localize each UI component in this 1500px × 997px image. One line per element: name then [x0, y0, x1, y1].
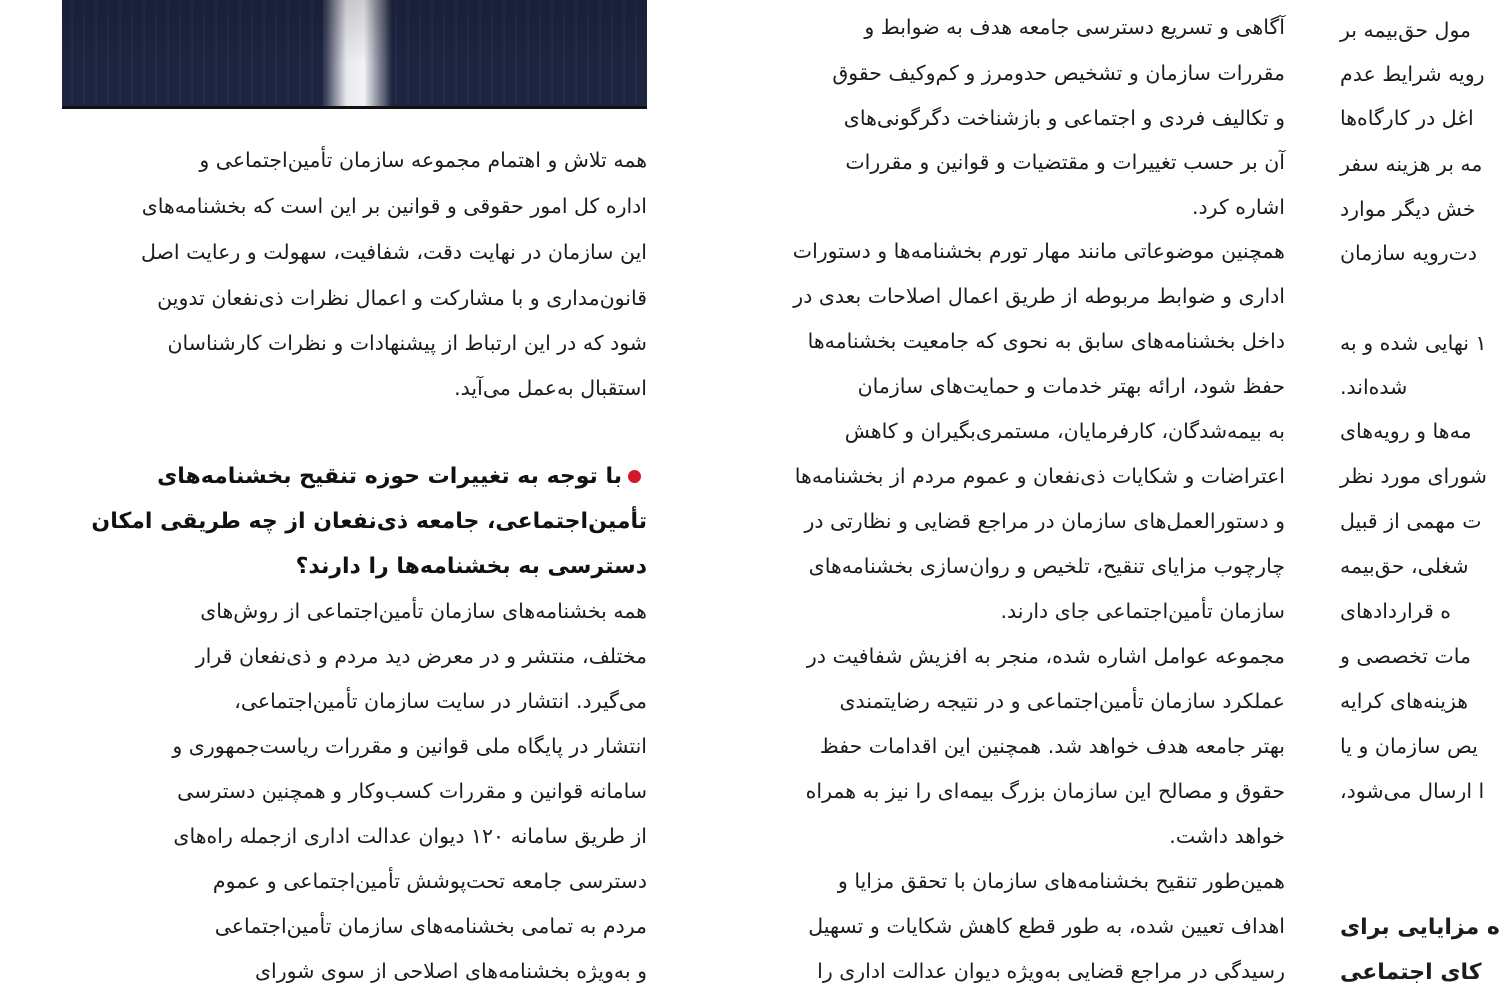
- text-line: همه بخشنامه‌های سازمان تأمین‌اجتماعی از روش‌های: [200, 599, 647, 623]
- text-line: و تکالیف فردی و اجتماعی و بازشناخت دگرگونی‌های: [843, 106, 1285, 130]
- text-line: رویه شرایط عدم: [1340, 62, 1485, 86]
- text-line: دت‌رویه سازمان: [1340, 241, 1478, 265]
- text-line: شده‌اند.: [1340, 375, 1408, 399]
- text-line: اغل در کارگاه‌ها: [1340, 106, 1474, 130]
- text-line: ۱ نهایی شده و به: [1340, 331, 1487, 355]
- text-line: حفظ شود، ارائه بهتر خدمات و حمایت‌های سازمان: [857, 374, 1285, 398]
- text-line: اداره کل امور حقوقی و قوانین بر این است که بخشنامه‌های: [141, 194, 647, 218]
- text-line: ت مهمی از قبیل: [1340, 509, 1482, 533]
- interview-question: تأمین‌اجتماعی، جامعه ذی‌نفعان از چه طریقی امکان: [91, 509, 647, 534]
- section-heading: کای اجتماعی: [1340, 960, 1482, 985]
- text-line: سازمان تأمین‌اجتماعی جای دارند.: [1000, 599, 1285, 623]
- text-line: مجموعه عوامل اشاره شده، منجر به افزیش شفافیت در: [806, 644, 1285, 668]
- text-line: مختلف، منتشر و در معرض دید مردم و ذی‌نفعان قرار: [195, 644, 647, 668]
- interview-question: دسترسی به بخشنامه‌ها را دارند؟: [295, 554, 647, 579]
- text-line: اشاره کرد.: [1192, 195, 1285, 219]
- interview-question: با توجه به تغییرات حوزه تنقیح بخشنامه‌های: [157, 464, 622, 489]
- text-line: رسیدگی در مراجع قضایی به‌ویژه دیوان عدالت اداری را: [817, 959, 1285, 983]
- text-line: ا ارسال می‌شود،: [1340, 779, 1485, 803]
- text-line: قانون‌مداری و با مشارکت و اعمال نظرات ذی‌نفعان تدوین: [157, 286, 647, 310]
- text-line: از طریق سامانه ۱۲۰ دیوان عدالت اداری از‌جمله راه‌های: [173, 824, 647, 848]
- section-heading: ه مزایایی برای: [1340, 915, 1500, 940]
- text-line: خواهد داشت.: [1169, 824, 1285, 848]
- text-line: حقوق و مصالح این سازمان بزرگ بیمه‌ای را نیز به همراه: [805, 779, 1285, 803]
- text-line: و دستورالعمل‌های سازمان در مراجع قضایی و نظارتی در: [804, 509, 1285, 533]
- text-line: و به‌ویژه بخشنامه‌های اصلاحی از سوی شورای: [255, 959, 647, 983]
- text-line: همچنین موضوعاتی مانند مهار تورم بخشنامه‌ها و دستورات: [792, 239, 1285, 263]
- text-line: همه تلاش و اهتمام مجموعه سازمان تأمین‌اجتماعی و: [199, 148, 647, 172]
- text-line: شود که در این ارتباط از پیشنهادات و نظرات کارشناسان: [167, 331, 647, 355]
- text-line: اهداف تعیین شده، به طور قطع کاهش شکایات و تسهیل: [808, 914, 1285, 938]
- text-line: چارچوب مزایای تنقیح، تلخیص و روان‌سازی بخشنامه‌های: [808, 554, 1285, 578]
- text-line: آن بر حسب تغییرات و مقتضیات و قوانین و مقررات: [845, 150, 1285, 174]
- text-line: شورای مورد نظر: [1340, 464, 1487, 488]
- portrait-photo: [62, 0, 647, 109]
- text-line: عملکرد سازمان تأمین‌اجتماعی و در نتیجه رضایتمندی: [839, 689, 1285, 713]
- text-line: همین‌طور تنقیح بخشنامه‌های سازمان با تحقق مزایا و: [837, 869, 1285, 893]
- text-line: آگاهی و تسریع دسترسی جامعه هدف به ضوابط و: [864, 15, 1285, 39]
- text-line: مقررات سازمان و تشخیص حدومرز و کم‌وکیف حقوق: [832, 61, 1285, 85]
- text-line: به بیمه‌شدگان، کارفرمایان، مستمری‌بگیران و کاهش: [844, 419, 1285, 443]
- text-line: داخل بخشنامه‌های سابق به نحوی که جامعیت بخشنامه‌ها: [807, 329, 1285, 353]
- text-line: هزینه‌های کرایه: [1340, 689, 1469, 713]
- text-line: این سازمان در نهایت دقت، شفافیت، سهولت و رعایت اصل: [140, 240, 647, 264]
- red-bullet-icon: [628, 470, 641, 483]
- text-line: ه قراردادهای: [1340, 599, 1452, 623]
- text-line: اداری و ضوابط مربوطه از طریق اعمال اصلاحات بعدی در: [793, 284, 1285, 308]
- text-line: مول حق‌بیمه بر: [1340, 18, 1472, 42]
- text-line: مردم به تمامی بخشنامه‌های سازمان تأمین‌اجتماعی: [214, 914, 647, 938]
- text-line: مات تخصصی و: [1340, 644, 1472, 668]
- text-line: استقبال به‌عمل می‌آید.: [454, 376, 647, 400]
- text-line: مه بر هزینه سفر: [1340, 152, 1483, 176]
- text-line: مه‌ها و رویه‌های: [1340, 419, 1472, 443]
- text-line: انتشار در پایگاه ملی قوانین و مقررات ریاست‌جمهوری و: [172, 734, 647, 758]
- text-line: بهتر جامعه هدف خواهد شد. همچنین این اقدامات حفظ: [819, 734, 1285, 758]
- text-line: شغلی، حق‌بیمه: [1340, 554, 1469, 578]
- text-line: سامانه قوانین و مقررات کسب‌وکار و همچنین دسترسی: [177, 779, 647, 803]
- text-line: می‌گیرد. انتشار در سایت سازمان تأمین‌اجتماعی،: [234, 689, 647, 713]
- text-line: اعتراضات و شکایات ذی‌نفعان و عموم مردم از بخشنامه‌ها: [794, 464, 1285, 488]
- text-line: دسترسی جامعه تحت‌پوشش تأمین‌اجتماعی و عموم: [212, 869, 647, 893]
- text-line: خش دیگر موارد: [1340, 197, 1476, 221]
- text-line: یص سازمان و یا: [1340, 734, 1478, 758]
